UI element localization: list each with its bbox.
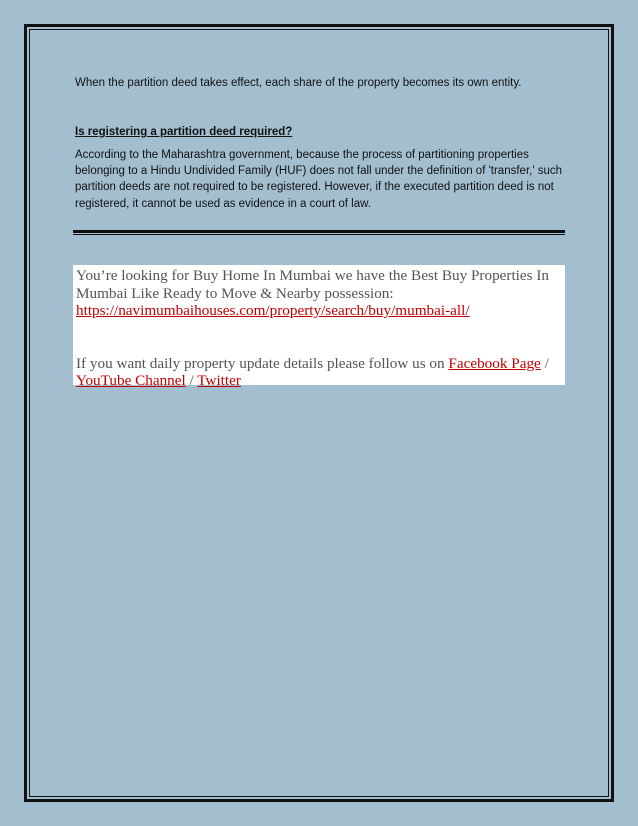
promo-box [73,265,565,389]
twitter-link[interactable]: Twitter [197,372,241,389]
section-divider [73,230,565,235]
facebook-link[interactable]: Facebook Page [448,354,541,372]
question-heading: Is registering a partition deed required? [75,126,293,138]
page-border-inner [29,29,609,797]
youtube-link[interactable]: YouTube Channel [76,372,186,389]
property-search-link[interactable]: https://navimumbaihouses.com/property/search/buy/mumbai-all/ [76,302,470,319]
intro-paragraph: When the partition deed takes effect, each share of the property becomes its own entity. [75,77,522,89]
answer-paragraph: According to the Maharashtra government, because the process of partitioning properties belonging to a Hindu Undivided Family (HUF) does not fall under the definition of 'transfer,' such partition deeds are not required to be registered. However, if the executed partition deed is not registered, it cannot be used as evidence in a court of law. [75,149,563,210]
separator: / [185,372,198,389]
promo-spacer [76,320,562,355]
follow-text: If you want daily property update details please follow us on [76,354,449,372]
separator: / [540,354,549,372]
promo-text: You’re looking for Buy Home In Mumbai we have the Best Buy Properties In Mumbai Like Ready to Move & Nearby possession: [76,267,549,302]
